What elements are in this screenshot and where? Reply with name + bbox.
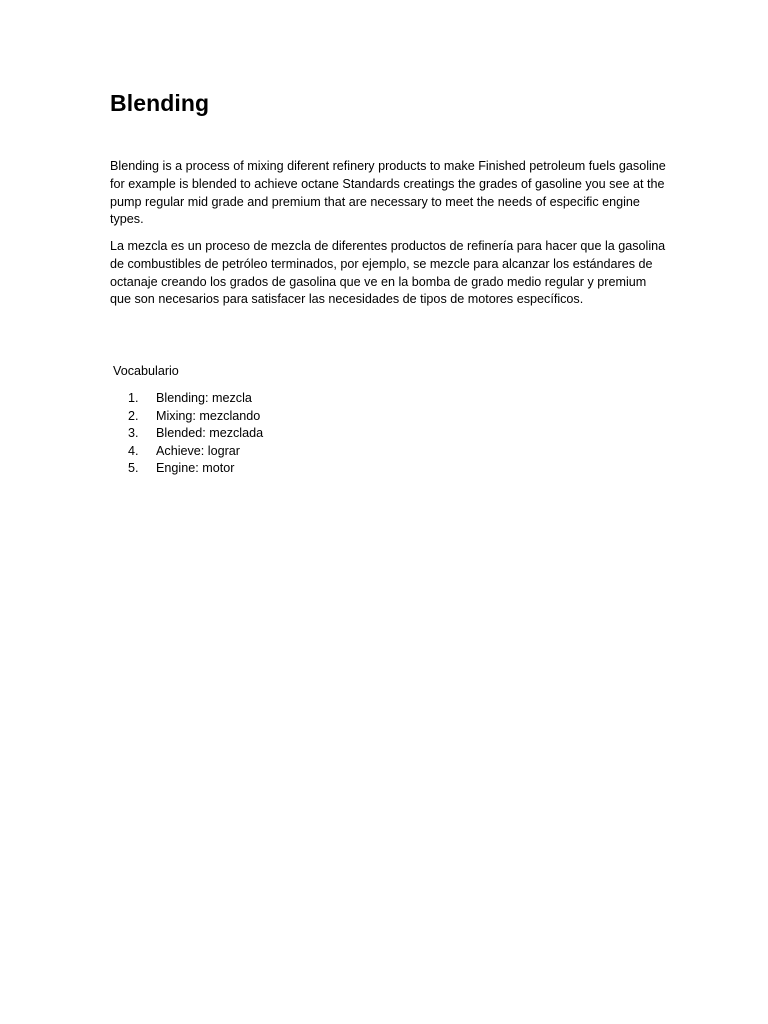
- list-item: [128, 425, 263, 443]
- list-item-text: Blended: mezclada: [156, 426, 264, 441]
- list-item-number: 2.: [128, 408, 139, 423]
- list-item: [128, 408, 263, 426]
- paragraph-spanish: La mezcla es un proceso de mezcla de diferentes productos de refinería para hacer que la gasolina de combustibles de petróleo terminados, por ejemplo, se mezcle para alcanzar los estándares de octanaje creando los grados de gasolina que ve en la bomba de grado medio regular y premium que son necesarios para satisfacer las necesidades de tipos de motores específicos.: [110, 239, 666, 307]
- vocabulary-list: [128, 390, 263, 478]
- paragraph-english: Blending is a process of mixing diferent refinery products to make Finished petroleum fuels gasoline for example is blended to achieve octane Standards creatings the grades of gasoline you see at the pump regular mid grade and premium that are necessary to meet the needs of especific engine types.: [110, 159, 666, 227]
- list-item: [128, 443, 263, 461]
- list-item-text: Mixing: mezclando: [156, 408, 261, 423]
- list-item: [128, 390, 263, 408]
- list-item-number: 5.: [128, 461, 139, 476]
- list-item: [128, 460, 263, 478]
- vocabulary-heading: Vocabulario: [113, 364, 179, 378]
- list-item-text: Achieve: lograr: [156, 443, 240, 458]
- list-item-number: 1.: [128, 391, 139, 405]
- list-item-text: Blending: mezcla: [156, 391, 252, 405]
- list-item-text: Engine: motor: [156, 461, 235, 476]
- list-item-number: 3.: [128, 426, 139, 441]
- list-item-number: 4.: [128, 443, 139, 458]
- document-title: Blending: [110, 90, 210, 116]
